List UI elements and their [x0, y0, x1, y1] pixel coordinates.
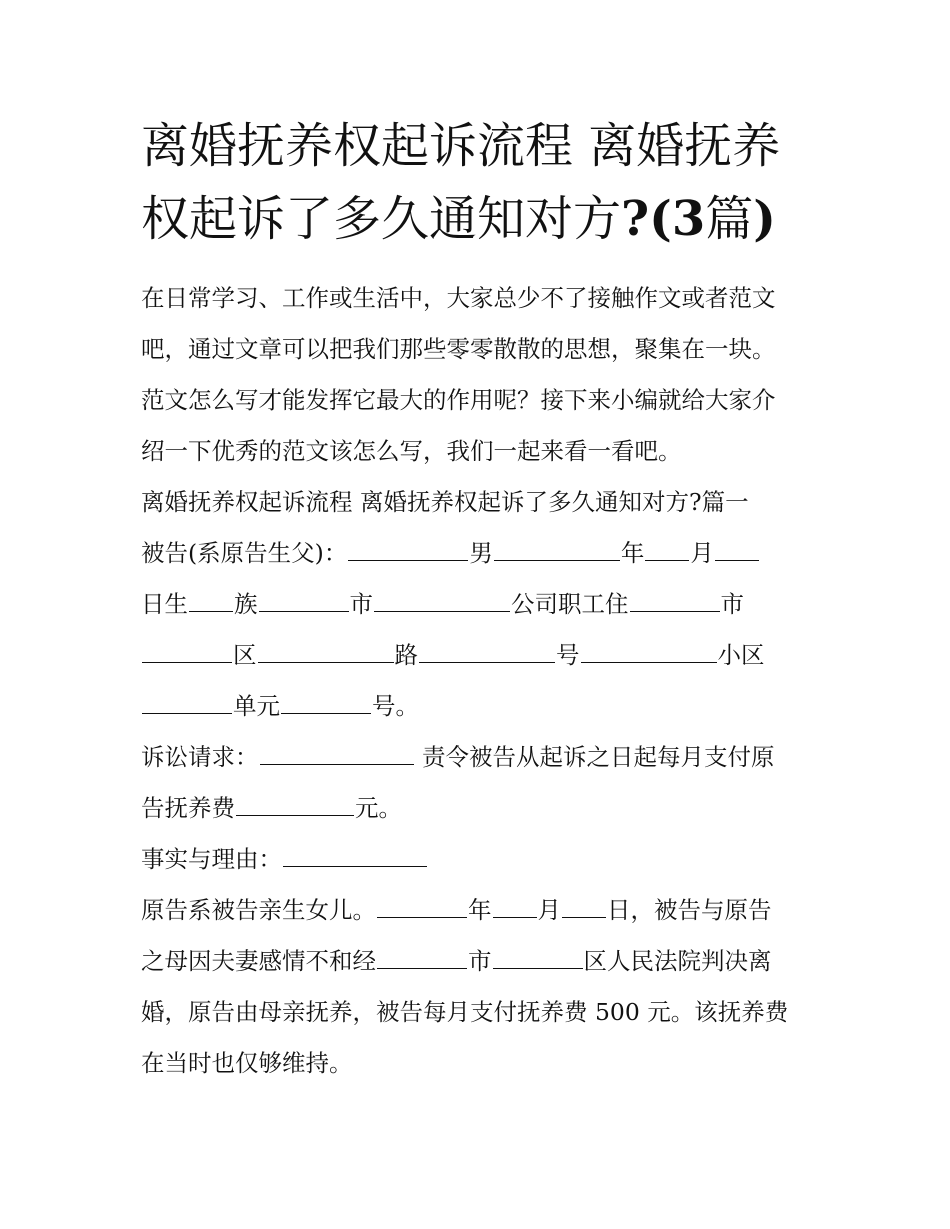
fill-blank — [258, 642, 394, 663]
fill-blank — [493, 948, 583, 969]
title-line-1: 离婚抚养权起诉流程 离婚抚养 — [141, 118, 781, 174]
fill-blank — [645, 540, 689, 561]
intro-line: 在日常学习、工作或生活中，大家总少不了接触作文或者范文 — [141, 284, 776, 312]
defendant-line-4: 单元 号。 — [141, 681, 831, 732]
facts-line-3: 婚，原告由母亲抚养，被告每月支付抚养费 500 元。该抚养费 — [141, 998, 789, 1026]
fill-blank — [260, 744, 414, 765]
fill-blank — [581, 642, 717, 663]
document-title — [141, 110, 841, 256]
facts-line-2: 之母因夫妻感情不和经 市 区人民法院判决离 — [141, 947, 772, 975]
intro-line: 吧，通过文章可以把我们那些零零散散的思想，聚集在一块。 — [141, 335, 776, 363]
fill-blank — [374, 591, 510, 612]
fill-blank — [377, 897, 467, 918]
fill-blank — [630, 591, 720, 612]
fill-blank — [419, 642, 555, 663]
defendant-line-3: 区 路 号 小区 — [141, 630, 831, 681]
title-line-2: 权起诉了多久通知对方?(3篇) — [141, 191, 776, 247]
fill-blank — [189, 591, 233, 612]
fill-blank — [281, 693, 371, 714]
fill-blank — [236, 795, 354, 816]
document-body — [141, 273, 831, 1089]
fill-blank — [142, 642, 232, 663]
intro-line: 绍一下优秀的范文该怎么写，我们一起来看一看吧。 — [141, 437, 682, 465]
facts-label: 事实与理由： — [141, 834, 831, 885]
fill-blank — [142, 693, 232, 714]
claims-line-2: 告抚养费 元。 — [141, 794, 402, 822]
fill-blank — [259, 591, 349, 612]
fill-blank — [348, 540, 468, 561]
section-heading: 离婚抚养权起诉流程 离婚抚养权起诉了多久通知对方?篇一 — [141, 488, 749, 516]
fill-blank — [494, 540, 620, 561]
facts-line-1: 原告系被告亲生女儿。 年 月 日，被告与原告 — [141, 896, 772, 924]
fill-blank — [377, 948, 467, 969]
claims-line-1: 诉讼请求： 责令被告从起诉之日起每月支付原 — [141, 743, 775, 771]
fill-blank — [283, 846, 427, 867]
fill-blank — [493, 897, 537, 918]
defendant-line-1: 被告(系原告生父)： 男 年 月 — [141, 528, 831, 579]
fill-blank — [715, 540, 759, 561]
intro-line: 范文怎么写才能发挥它最大的作用呢？接下来小编就给大家介 — [141, 386, 776, 414]
fill-blank — [562, 897, 606, 918]
defendant-line-2: 日生 族 市 公司职工住 市 — [141, 590, 744, 618]
facts-line-4: 在当时也仅够维持。 — [141, 1049, 353, 1077]
